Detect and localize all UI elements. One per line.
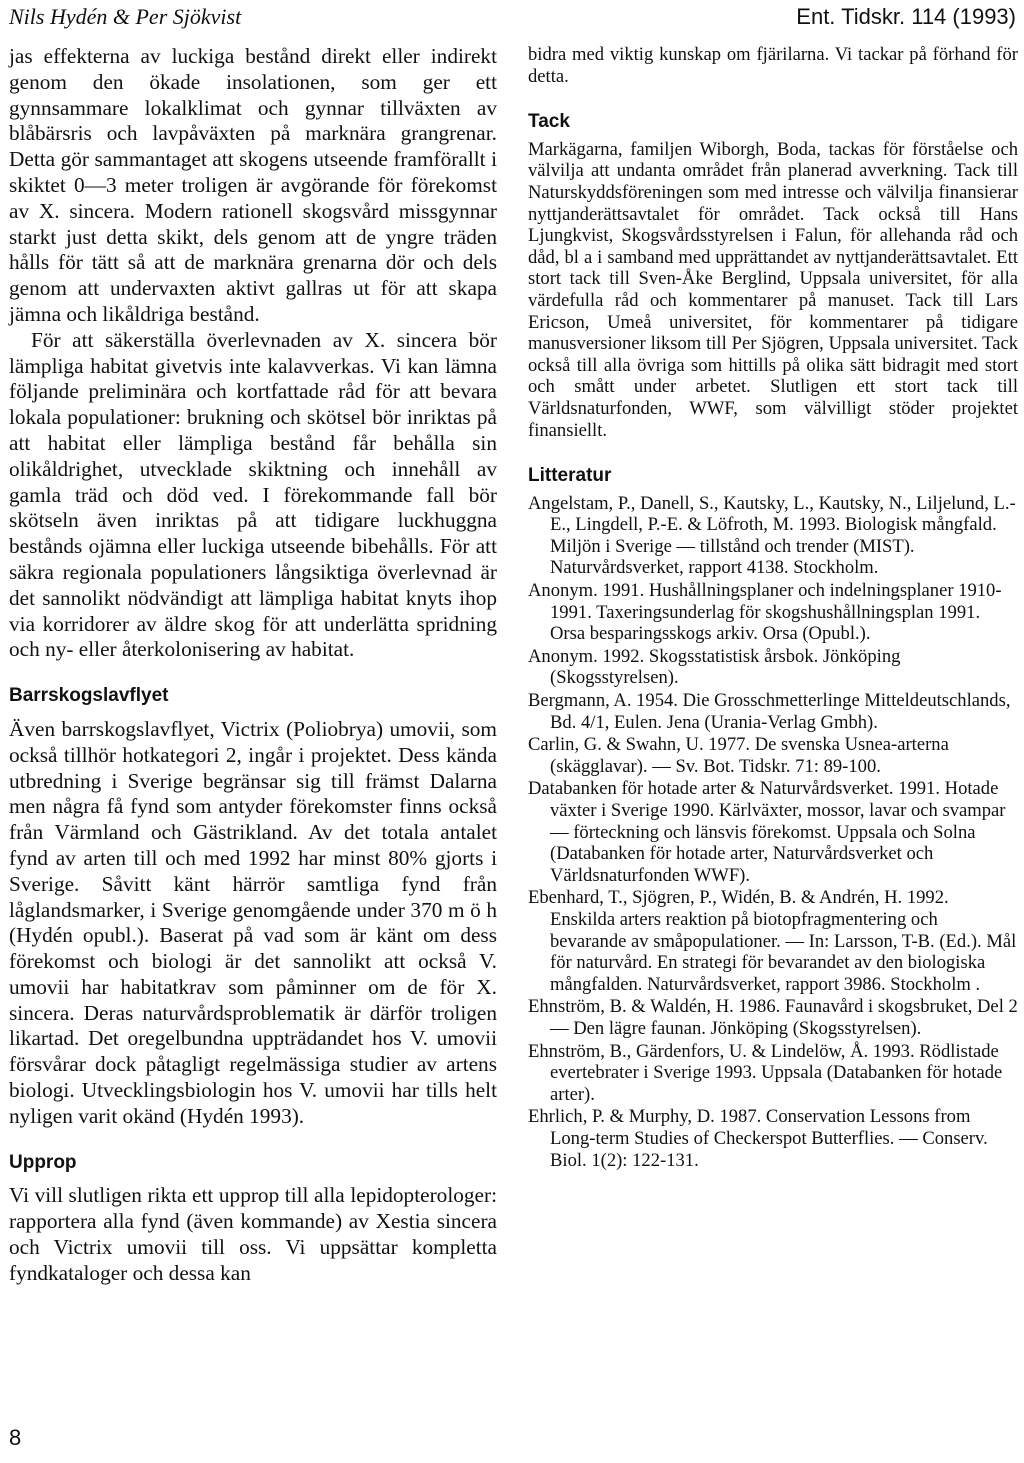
body-paragraph-3: Även barrskogslavflyet, Victrix (Poliobrya) umovii, som också tillhör hotkategori 2, ingår i projektet. Dess kända utbredning i Sverige begränsar sig till främst Dalarna men några få fynd som antyder förekomster finns också från Värmland och Gästrikland. Av det totala antalet fynd av arten till och med 1992 har minst 80% gjorts i Sverige. Såvitt känt härrör samtliga fynd från låglandsmarker, i Sverige genomgående under 370 m ö h (Hydén opubl.). Baserat på vad som är känt om dess förekomst och biologi är det sannolikt att också V. umovii har habitatkrav som påminner om de för X. sincera. Deras naturvårdsproblematik är därför troligen likartad. Det oregelbundna uppträdandet hos V. umovii försvårar dock påtagligt regelmässiga studier av artens biologi. Utvecklingsbiologin hos V. umovii har tills helt nyligen varit okänd (Hydén 1993). [9,716,497,1128]
section-heading-upprop: Upprop [9,1151,77,1173]
reference-item: Databanken för hotade arter & Naturvårdsverket. 1991. Hotade växter i Sverige 1990. Kärlväxter, mossor, lavar och svampar — förteckning och länsvis förekomst. Uppsala och Solna (Databanken för hotade arter, Naturvårdsverket och Världsnaturfonden WWF). [528,778,1006,886]
section-heading-barrskogslavflyet: Barrskogslavflyet [9,685,169,707]
body-paragraph-4: Vi vill slutligen rikta ett upprop till alla lepidopterologer: rapportera alla fynd (även kommande) av Xestia sincera och Victrix umovii till oss. Vi uppsättar kompletta fyndkataloger och dessa kan [9,1183,497,1285]
acknowledgements-paragraph: Markägarna, familjen Wiborgh, Boda, tackas för förståelse och välvilja att undanta området från planerad avverkning. Tack till Naturskyddsföreningen som med intresse och välvilja finansierar nyttjanderättsavtalet för området. Tack också till Hans Ljungkvist, Skogsvårdsstyrelsen i Falun, för allehanda råd och dåd, bl a i samband med upprättandet av nyttjanderättsavtalet. Ett stort tack till Sven-Åke Berglind, Uppsala universitet, för alla värdefulla råd och kommentarer på manuset. Tack till Lars Ericson, Umeå universitet, för kommentarer på tidigare manusversioner liksom till Per Sjögren, Uppsala universitet. Tack också till alla övriga som hittills på olika sätt bidragit med stort och smått under arbetet. Slutligen ett stort tack till Världsnaturfonden, WWF, som välvilligt stöder projektet finansiellt. [528,138,1018,441]
reference-item: Anonym. 1992. Skogsstatistisk årsbok. Jönköping (Skogsstyrelsen). [528,645,901,689]
reference-item: Carlin, G. & Swahn, U. 1977. De svenska Usnea-arterna (skägglavar). — Sv. Bot. Tidskr. 71: 89-100. [528,734,949,777]
section-heading-litteratur: Litteratur [528,465,612,487]
reference-item: Ehrlich, P. & Murphy, D. 1987. Conservation Lessons from Long-term Studies of Checkerspot Butterflies. — Conserv. Biol. 1(2): 122-131. [528,1106,988,1171]
left-column [9,44,497,1287]
running-header-journal: Ent. Tidskr. 114 (1993) [796,4,1016,29]
section-heading-tack: Tack [528,111,570,133]
right-column [528,44,1018,1172]
reference-item: Ebenhard, T., Sjögren, P., Widén, B. & Andrén, H. 1992. Enskilda arters reaktion på biotopfragmentering och bevarande av småpopulationer. — In: Larsson, T-B. (Ed.). Mål för naturvård. En strategi för bevarandet av den biologiska mångfalden. Naturvårdsverket, rapport 3986. Stockholm . [528,887,1017,995]
page-number: 8 [9,1425,22,1450]
body-paragraph-continued: bidra med viktig kunskap om fjärilarna. Vi tackar på förhand för detta. [528,44,1018,87]
reference-item: Bergmann, A. 1954. Die Grosschmetterlinge Mitteldeutschlands, Bd. 4/1, Eulen. Jena (Urania-Verlag Gmbh). [528,690,1011,733]
reference-item: Ehnström, B., Gärdenfors, U. & Lindelöw, Å. 1993. Rödlistade evertebrater i Sverige 1993. Uppsala (Databanken för hotade arter). [528,1040,1003,1105]
reference-list [528,493,1018,1171]
body-paragraph-2: För att säkerställa överlevnaden av X. sincera bör lämpliga habitat givetvis inte kalavverkas. Vi kan lämna följande preliminära och kortfattade råd för att bevara lokala populationer: brukning och skötsel bör inriktas på att habitat eller lämpliga bestånd får behålla sin olikåldrighet, utvecklade skiktning och innehåll av gamla träd och död ved. I förekommande fall bör skötseln även inriktas på att tidigare luckhuggna bestånds ojämna eller luckiga utseende bibehålls. För att säkra regionala populationers långsiktiga överlevnad är det sannolikt nödvändigt att lämpliga habitat knyts ihop via korridorer av äldre skog för att underlätta spridning och ny- eller återkolonisering av habitat. [9,327,497,662]
reference-item: Anonym. 1991. Hushållningsplaner och indelningsplaner 1910-1991. Taxeringsunderlag för skogshushållningsplan 1991. Orsa besparingsskogs arkiv. Orsa (Opubl.). [528,580,1002,645]
reference-item: Angelstam, P., Danell, S., Kautsky, L., Kautsky, N., Liljelund, L.-E., Lingdell, P.-E. & Löfroth, M. 1993. Biologisk mångfald. Miljön i Sverige — tillstånd och trender (MIST). Naturvårdsverket, rapport 4138. Stockholm. [528,492,1016,579]
body-paragraph-1: jas effekterna av luckiga bestånd direkt eller indirekt genom den ökade insolationen, som ger ett gynnsammare lokalklimat och gynnar tillväxten av blåbärsris och lavpåväxten på marknära grangrenar. Detta gör sammantaget att skogens utseende framförallt i skiktet 0—3 meter troligen är avgörande för förekomst av X. sincera. Modern rationell skogsvård missgynnar starkt just detta skikt, dels genom att de yngre träden hålls för tätt så att de marknära grenarna dör och dels genom att undervaxten aktivt gallras ut för att skapa jämna och likåldriga bestånd. [9,44,497,326]
reference-item: Ehnström, B. & Waldén, H. 1986. Faunavård i skogsbruket, Del 2 — Den lägre faunan. Jönköping (Skogsstyrelsen). [528,996,1018,1039]
running-header-authors: Nils Hydén & Per Sjökvist [9,4,242,29]
